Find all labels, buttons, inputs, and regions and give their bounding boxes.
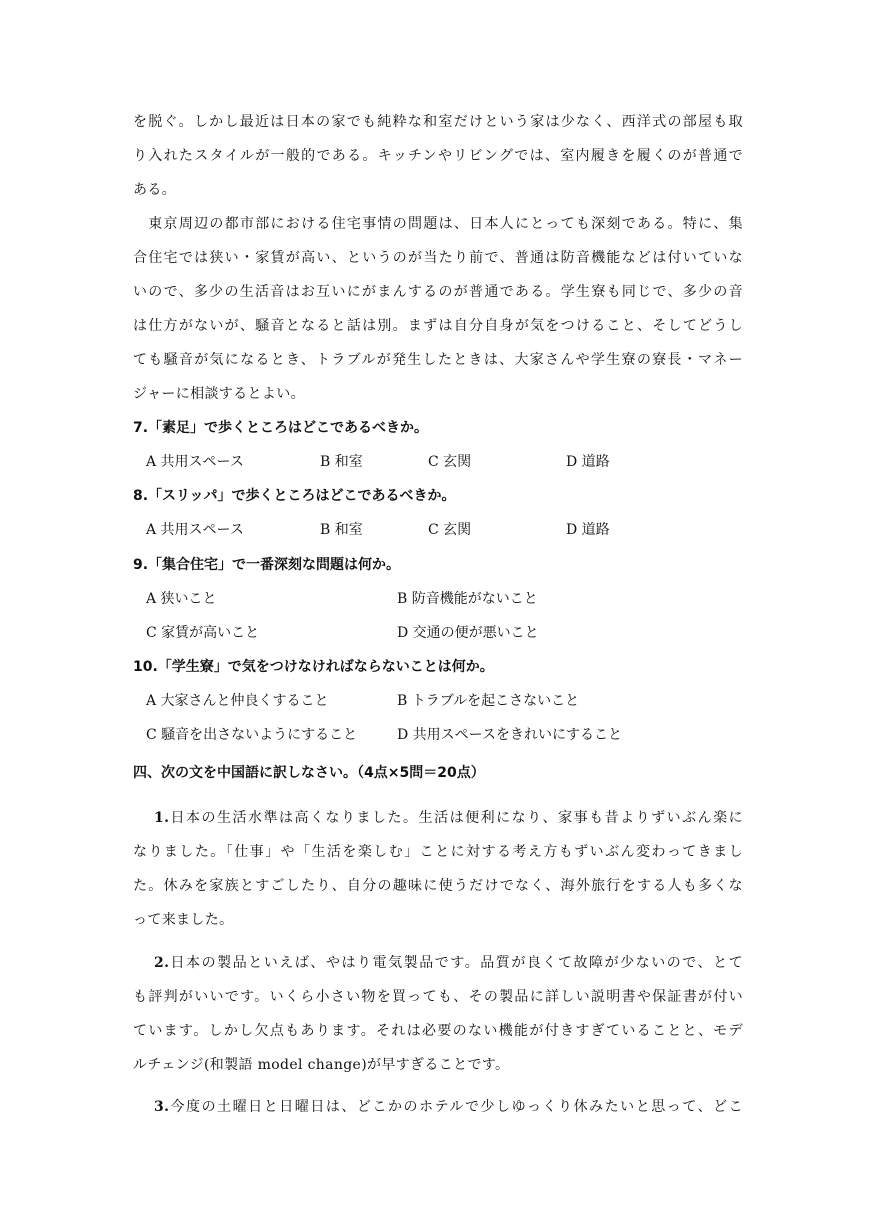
item-line: なりました。「仕事」や「生活を楽しむ」ことに対する考え方もずいぶん変わってきまし	[133, 844, 743, 860]
item-text: 今度の土曜日と日曜日は、どこかのホテルで少しゆっくり休みたいと思って、どこ	[169, 1099, 743, 1115]
item-line: ルチェンジ(和製語 model change)が早すぎることです。	[133, 1057, 510, 1073]
answer-option: C 家賃が高いこと	[146, 625, 260, 641]
answer-option: C 玄関	[428, 454, 472, 470]
passage-line: 東京周辺の都市部における住宅事情の問題は、日本人にとっても深刻である。特に、集	[133, 216, 743, 232]
passage-line: ある。	[133, 182, 177, 198]
item-line: も評判がいいです。いくら小さい物を買っても、その製品に詳しい説明書や保証書が付い	[133, 989, 743, 1005]
passage-line: り入れたスタイルが一般的である。キッチンやリビングでは、室内履きを履くのが普通で	[133, 148, 743, 164]
question-text: 7.「素足」で歩くところはどこであるべきか。	[133, 420, 429, 436]
answer-option: B トラブルを起こさないこと	[397, 693, 580, 709]
item-text: 日本の製品といえば、やはり電気製品です。品質が良くて故障が少ないので、とて	[169, 955, 743, 971]
answer-option: D 道路	[566, 454, 610, 470]
answer-option: B 和室	[320, 454, 363, 470]
item-number: 1.	[154, 810, 170, 826]
question-text: 10.「学生寮」で気をつけなければならないことは何か。	[133, 659, 494, 675]
answer-option: A 大家さんと仲良くすること	[146, 693, 329, 709]
answer-option: B 和室	[320, 522, 363, 538]
item-number: 2.	[154, 955, 170, 971]
item-line	[154, 808, 743, 828]
question-text: 8.「スリッパ」で歩くところはどこであるべきか。	[133, 488, 456, 504]
answer-option: C 玄関	[428, 522, 472, 538]
passage-line: ても騒音が気になるとき、トラブルが発生したときは、大家さんや学生寮の寮長・マネー	[133, 352, 743, 368]
item-line: って来ました。	[133, 912, 234, 928]
passage-line: ジャーに相談するとよい。	[133, 386, 305, 402]
answer-option: D 共用スペースをきれいにすること	[397, 727, 622, 743]
passage-line: いので、多少の生活音はお互いにがまんするのが普通である。学生寮も同じで、多少の音	[133, 284, 743, 300]
item-number: 3.	[154, 1099, 170, 1115]
answer-option: A 共用スペース	[146, 522, 244, 538]
question-text: 9.「集合住宅」で一番深刻な問題は何か。	[133, 557, 401, 573]
item-line: ています。しかし欠点もあります。それは必要のない機能が付きすぎていることと、モデ	[133, 1023, 743, 1039]
answer-option: A 共用スペース	[146, 454, 244, 470]
passage-line: を脱ぐ。しかし最近は日本の家でも純粋な和室だけという家は少なく、西洋式の部屋も取	[133, 114, 743, 130]
passage-line: は仕方がないが、騒音となると話は別。まずは自分自身が気をつけること、そしてどうし	[133, 318, 743, 334]
answer-option: D 交通の便が悪いこと	[397, 625, 539, 641]
answer-option: A 狭いこと	[146, 591, 217, 607]
answer-option: C 騒音を出さないようにすること	[146, 727, 358, 743]
item-text: 日本の生活水準は高くなりました。生活は便利になり、家事も昔よりずいぶん楽に	[169, 810, 743, 826]
answer-option: B 防音機能がないこと	[397, 591, 538, 607]
answer-option: D 道路	[566, 522, 610, 538]
item-line: た。休みを家族とすごしたり、自分の趣味に使うだけでなく、海外旅行をする人も多くな	[133, 878, 743, 894]
item-line	[154, 1097, 743, 1117]
section-heading: 四、次の文を中国語に訳しなさい。（4点×5問＝20点）	[133, 765, 485, 781]
passage-line: 合住宅では狭い・家賃が高い、というのが当たり前で、普通は防音機能などは付いていな	[133, 250, 743, 266]
item-line	[154, 953, 743, 973]
